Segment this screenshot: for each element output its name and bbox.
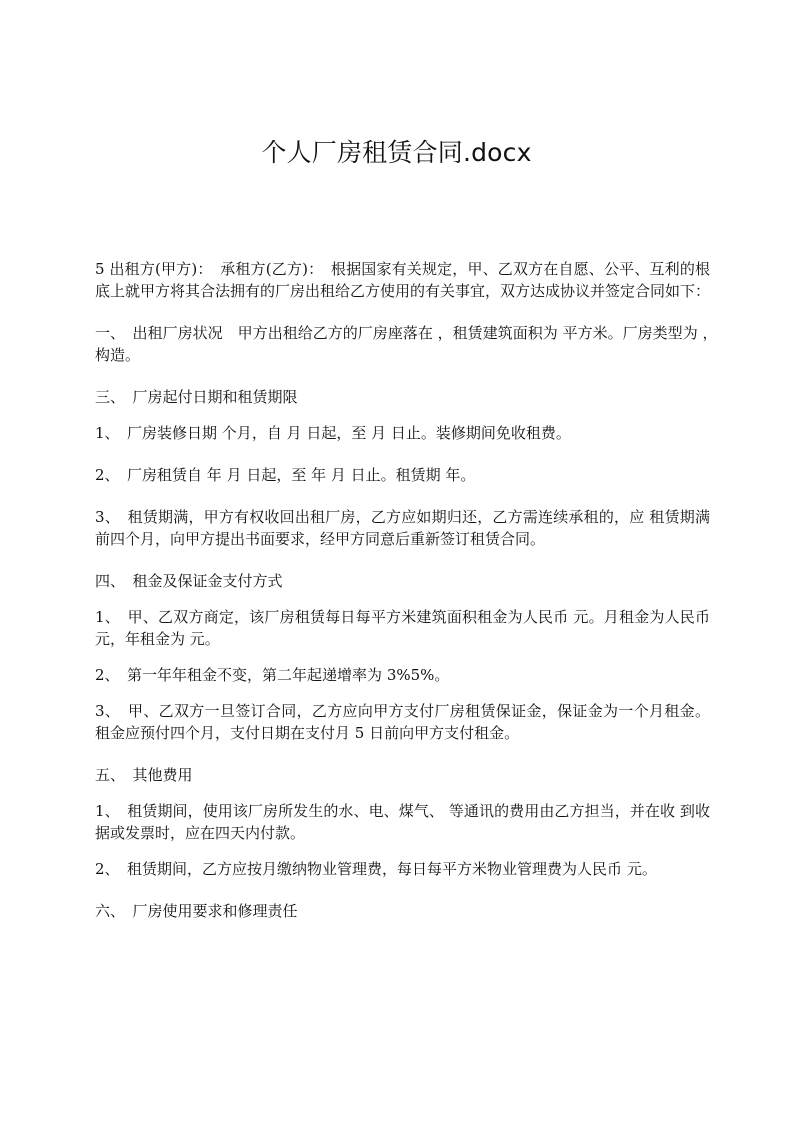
section-heading-rent-payment: 四、 租金及保证金支付方式 — [95, 572, 283, 590]
paragraph-clause: 2、 第一年年租金不变，第二年起递增率为 3%5%。 — [95, 666, 450, 684]
paragraph-clause: 2、 厂房租赁自 年 月 日起，至 年 月 日止。租赁期 年。 — [95, 466, 476, 484]
section-heading-usage-repair: 六、 厂房使用要求和修理责任 — [95, 902, 298, 920]
paragraph-clause: 3、 甲、乙双方一旦签订合同，乙方应向甲方支付厂房租赁保证金，保证金为一个月租金。租金应预付四个月，支付日期在支付月 5 日前向甲方支付租金。 — [95, 702, 710, 742]
paragraph-clause: 1、 甲、乙双方商定，该厂房租赁每日每平方米建筑面积租金为人民币 元。月租金为人民币 元，年租金为 元。 — [95, 608, 710, 648]
paragraph-clause: 3、 租赁期满，甲方有权收回出租厂房，乙方应如期归还，乙方需连续承租的，应 租赁期满前四个月，向甲方提出书面要求，经甲方同意后重新签订租赁合同。 — [95, 508, 710, 548]
section-heading-lease-term: 三、 厂房起付日期和租赁期限 — [95, 388, 298, 406]
paragraph-clause: 1、 厂房装修日期 个月，自 月 日起，至 月 日止。装修期间免收租费。 — [95, 424, 571, 442]
paragraph-clause: 1、 租赁期间，使用该厂房所发生的水、电、煤气、 等通讯的费用由乙方担当，并在收 到收据或发票时，应在四天内付款。 — [95, 802, 710, 842]
document-body — [95, 258, 726, 936]
paragraph-clause: 2、 租赁期间，乙方应按月缴纳物业管理费，每日每平方米物业管理费为人民币 元。 — [95, 860, 657, 878]
section-heading-other-fees: 五、 其他费用 — [95, 766, 193, 784]
document-title: 个人厂房租赁合同.docx — [261, 138, 532, 167]
paragraph-preamble: 5 出租方(甲方)： 承租方(乙方)： 根据国家有关规定，甲、乙双方在自愿、公平、互利的根底上就甲方将其合法拥有的厂房出租给乙方使用的有关事宜，双方达成协议并签定合同如下： — [95, 260, 711, 300]
paragraph-factory-status: 一、 出租厂房状况 甲方出租给乙方的厂房座落在 ，租赁建筑面积为 平方米。厂房类型为 ， 构造。 — [95, 324, 726, 364]
